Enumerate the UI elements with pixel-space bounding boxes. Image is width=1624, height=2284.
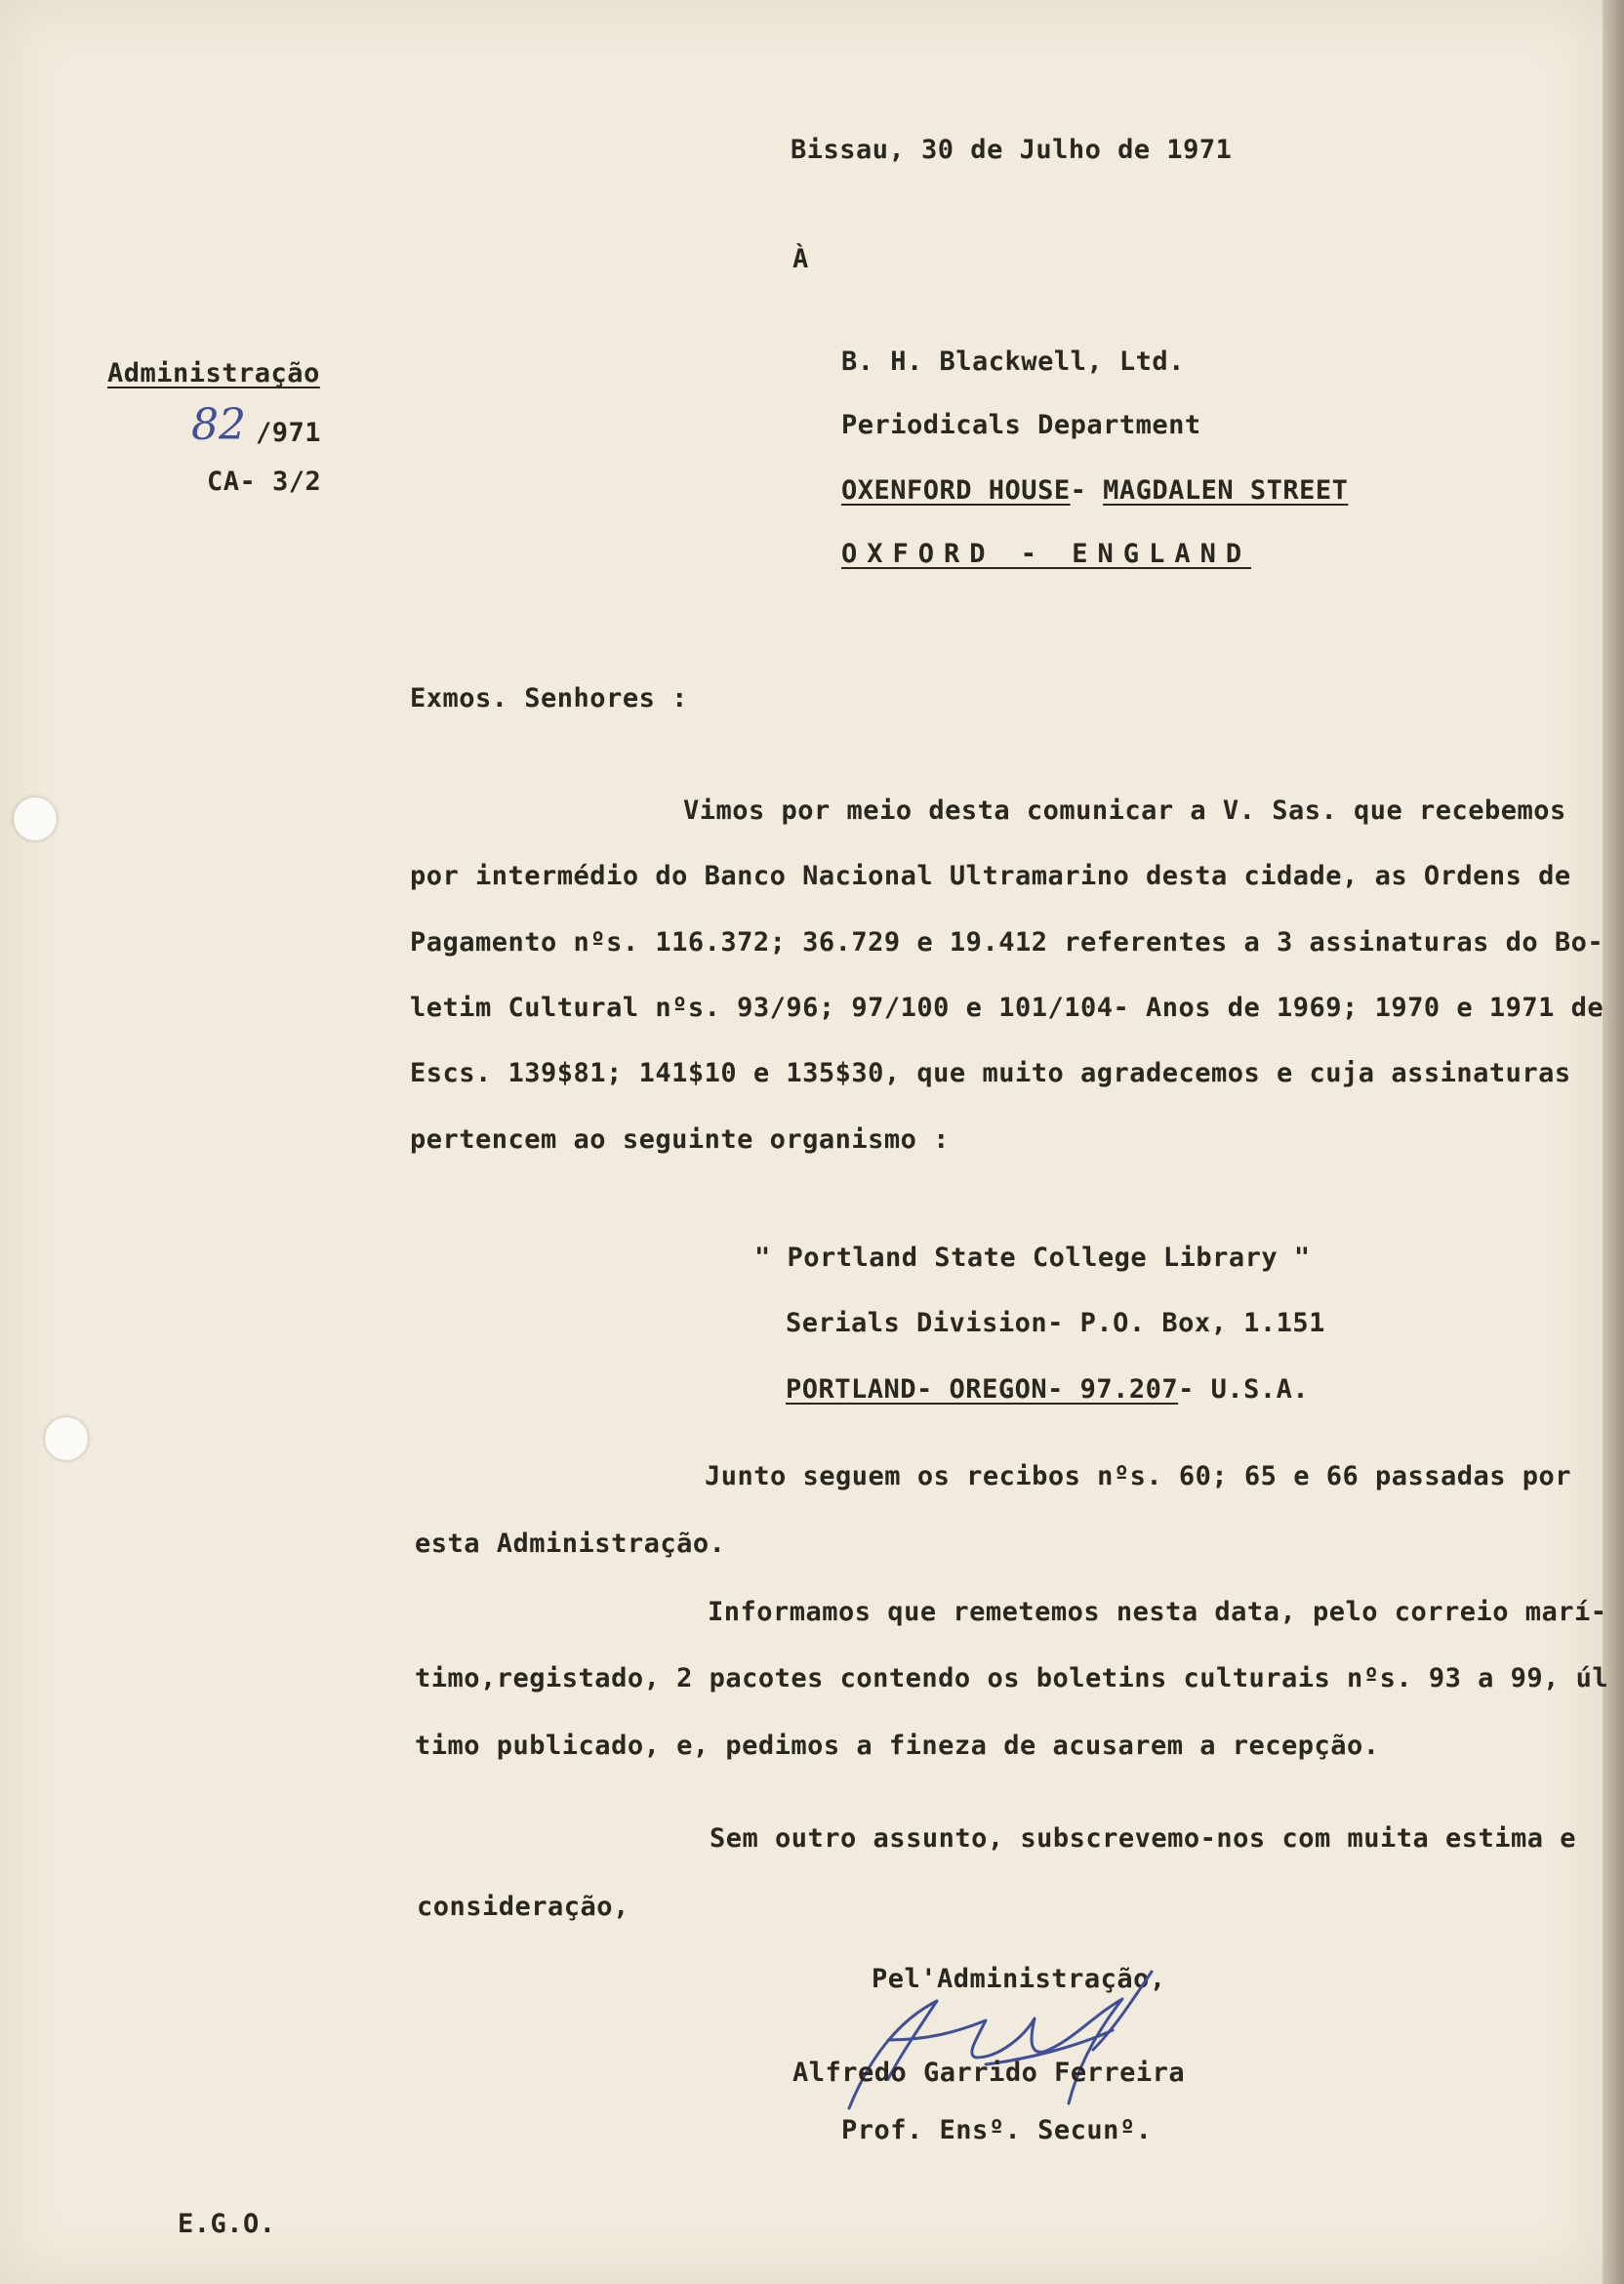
- recipient-street-separator: -: [1070, 475, 1104, 506]
- organism-name: " Portland State College Library ": [754, 1243, 1311, 1273]
- body-line: esta Administração.: [415, 1529, 726, 1559]
- recipient-house: OXENFORD HOUSE: [841, 475, 1071, 506]
- body-line: timo,registado, 2 pacotes contendo os boletins culturais nºs. 93 a 99, úl: [415, 1663, 1609, 1693]
- organism-city: PORTLAND- OREGON- 97.207: [786, 1374, 1179, 1405]
- organism-division: Serials Division- P.O. Box, 1.151: [786, 1308, 1325, 1338]
- body-line: timo publicado, e, pedimos a fineza de acusarem a recepção.: [415, 1731, 1380, 1761]
- typist-initials: E.G.O.: [178, 2209, 276, 2239]
- body-line: pertencem ao seguinte organismo :: [410, 1124, 950, 1155]
- body-line: Pagamento nºs. 116.372; 36.729 e 19.412 referentes a 3 assinaturas do Bo-: [410, 927, 1604, 958]
- department-label: Administração: [107, 358, 320, 388]
- organism-country: - U.S.A.: [1178, 1374, 1310, 1405]
- body-line: Vimos por meio desta comunicar a V. Sas. que recebemos: [683, 795, 1566, 826]
- signatory-title: Prof. Ensº. Secunº.: [841, 2115, 1153, 2145]
- recipient-city: OXFORD - ENGLAND: [841, 539, 1252, 569]
- handwritten-reference-number: 82: [191, 400, 246, 450]
- organism-location: [786, 1374, 1309, 1405]
- addressee-marker: À: [792, 244, 809, 274]
- body-line: Junto seguem os recibos nºs. 60; 65 e 66 passadas por: [705, 1461, 1572, 1491]
- signature-intro: Pel'Administração,: [872, 1964, 1166, 1994]
- punch-hole-top: [14, 797, 57, 840]
- handwritten-signature: [830, 1942, 1220, 2138]
- place-date: Bissau, 30 de Julho de 1971: [791, 135, 1233, 165]
- body-line: letim Cultural nºs. 93/96; 97/100 e 101/104- Anos de 1969; 1970 e 1971 de: [410, 993, 1604, 1023]
- reference-year: /971: [256, 418, 322, 448]
- reference-code: CA- 3/2: [207, 467, 322, 497]
- body-line: Informamos que remetemos nesta data, pelo correio marí-: [708, 1597, 1607, 1627]
- recipient-department: Periodicals Department: [841, 410, 1201, 440]
- signatory-name: Alfredo Garrido Ferreira: [792, 2058, 1186, 2088]
- page-edge: [1603, 0, 1624, 2284]
- body-line: por intermédio do Banco Nacional Ultramarino desta cidade, as Ordens de: [410, 861, 1571, 891]
- salutation: Exmos. Senhores :: [410, 683, 688, 714]
- body-line: consideração,: [417, 1892, 629, 1922]
- body-line: Sem outro assunto, subscrevemo-nos com muita estima e: [710, 1823, 1577, 1854]
- recipient-street: [841, 475, 1348, 506]
- recipient-street-name: MAGDALEN STREET: [1103, 475, 1349, 506]
- punch-hole-bottom: [45, 1417, 88, 1460]
- recipient-name: B. H. Blackwell, Ltd.: [841, 347, 1185, 377]
- body-line: Escs. 139$81; 141$10 e 135$30, que muito agradecemos e cuja assinaturas: [410, 1058, 1571, 1088]
